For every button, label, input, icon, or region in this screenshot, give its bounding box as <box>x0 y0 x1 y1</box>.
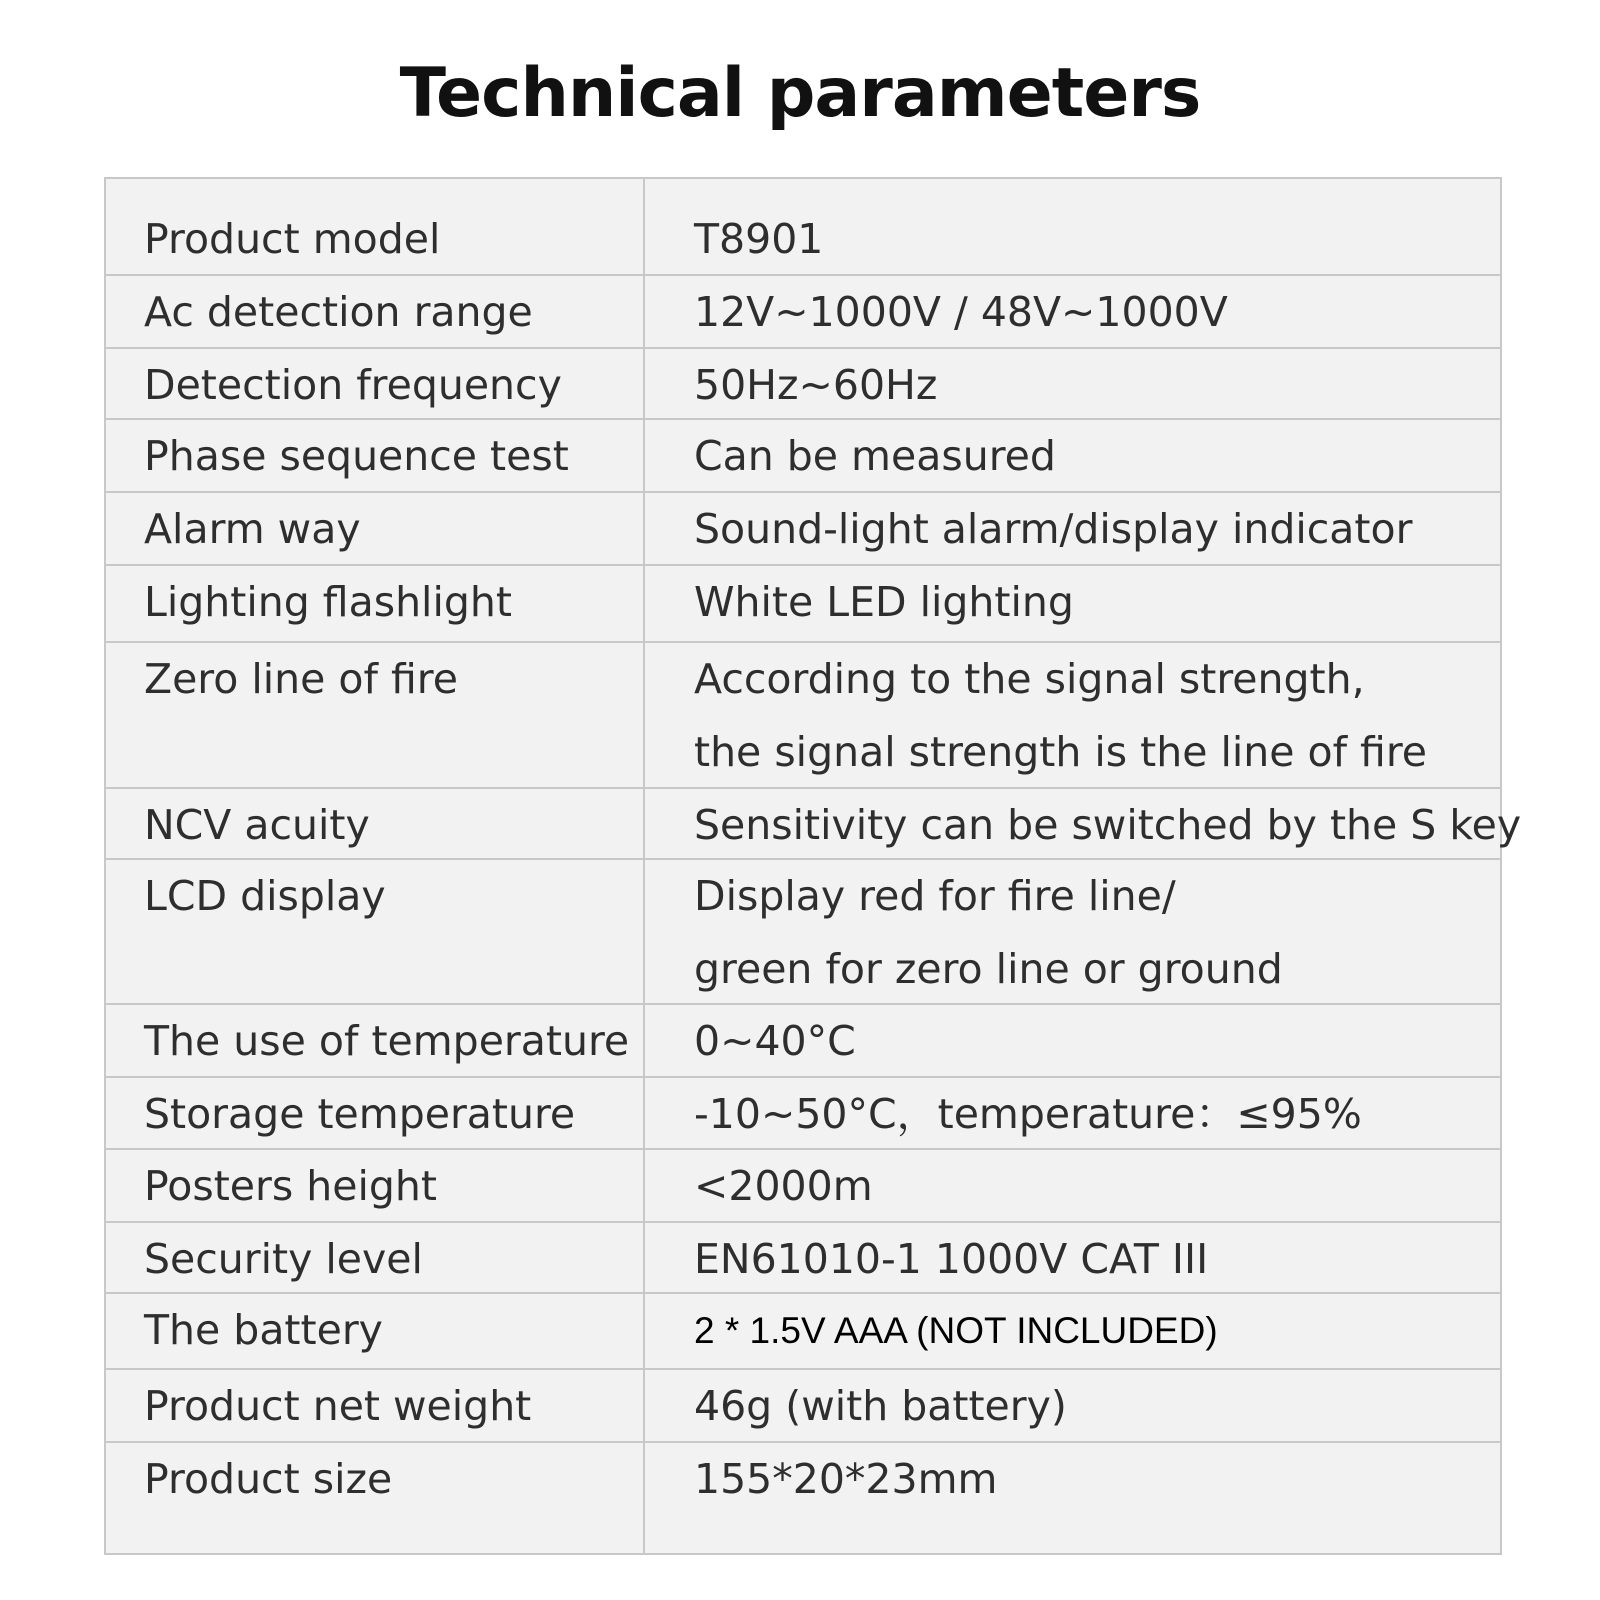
row-value: 2 * 1.5V AAA (NOT INCLUDED) <box>694 1310 1218 1351</box>
row-value: 12V~1000V / 48V~1000V <box>694 288 1228 336</box>
table-row <box>106 1443 1500 1553</box>
row-value: -10~50°C，temperature：≤95% <box>694 1090 1362 1138</box>
row-label: Posters height <box>144 1162 437 1210</box>
row-label: Ac detection range <box>144 288 533 336</box>
row-label: NCV acuity <box>144 801 370 849</box>
table-row <box>106 349 1500 420</box>
row-label: Lighting flashlight <box>144 578 512 626</box>
table-row <box>106 1223 1500 1294</box>
row-label: Zero line of fire <box>144 655 458 703</box>
table-row <box>106 643 1500 789</box>
row-value: 50Hz~60Hz <box>694 361 938 409</box>
row-label: The use of temperature <box>144 1017 630 1065</box>
row-value: Sound-light alarm/display indicator <box>694 505 1413 553</box>
row-value: According to the signal strength, the signal strength is the line of fire <box>694 655 1428 776</box>
table-row <box>106 566 1500 643</box>
row-value: EN61010-1 1000V CAT III <box>694 1235 1209 1283</box>
table-row <box>106 1005 1500 1078</box>
table-row <box>106 1078 1500 1150</box>
row-value: Can be measured <box>694 432 1056 480</box>
table-row <box>106 789 1522 860</box>
row-label: The battery <box>144 1306 383 1354</box>
row-label: Security level <box>144 1235 423 1283</box>
row-label: Detection frequency <box>144 361 562 409</box>
table-row <box>106 1370 1500 1443</box>
row-value: 0~40°C <box>694 1017 856 1065</box>
row-label: Product size <box>144 1455 393 1503</box>
row-label: Product model <box>144 215 441 263</box>
page-title: Technical parameters <box>399 54 1201 133</box>
table-row <box>106 179 1500 276</box>
table-row <box>106 1150 1500 1223</box>
row-value: White LED lighting <box>694 578 1074 626</box>
table-row <box>106 860 1500 1005</box>
table-row <box>106 276 1500 349</box>
row-value: Display red for fire line/ green for zero line or ground <box>694 872 1283 993</box>
row-label: Storage temperature <box>144 1090 576 1138</box>
row-label: Alarm way <box>144 505 361 553</box>
spec-table <box>104 177 1522 1555</box>
row-value: T8901 <box>694 215 824 263</box>
table-row <box>106 420 1500 493</box>
row-label: Phase sequence test <box>144 432 569 480</box>
table-row <box>106 1294 1500 1370</box>
table-row <box>106 493 1500 566</box>
row-label: Product net weight <box>144 1382 532 1430</box>
row-value: Sensitivity can be switched by the S key <box>694 801 1522 849</box>
row-value: <2000m <box>694 1162 873 1210</box>
row-label: LCD display <box>144 872 386 920</box>
row-value: 46g (with battery) <box>694 1382 1067 1430</box>
row-value: 155*20*23mm <box>694 1455 998 1503</box>
